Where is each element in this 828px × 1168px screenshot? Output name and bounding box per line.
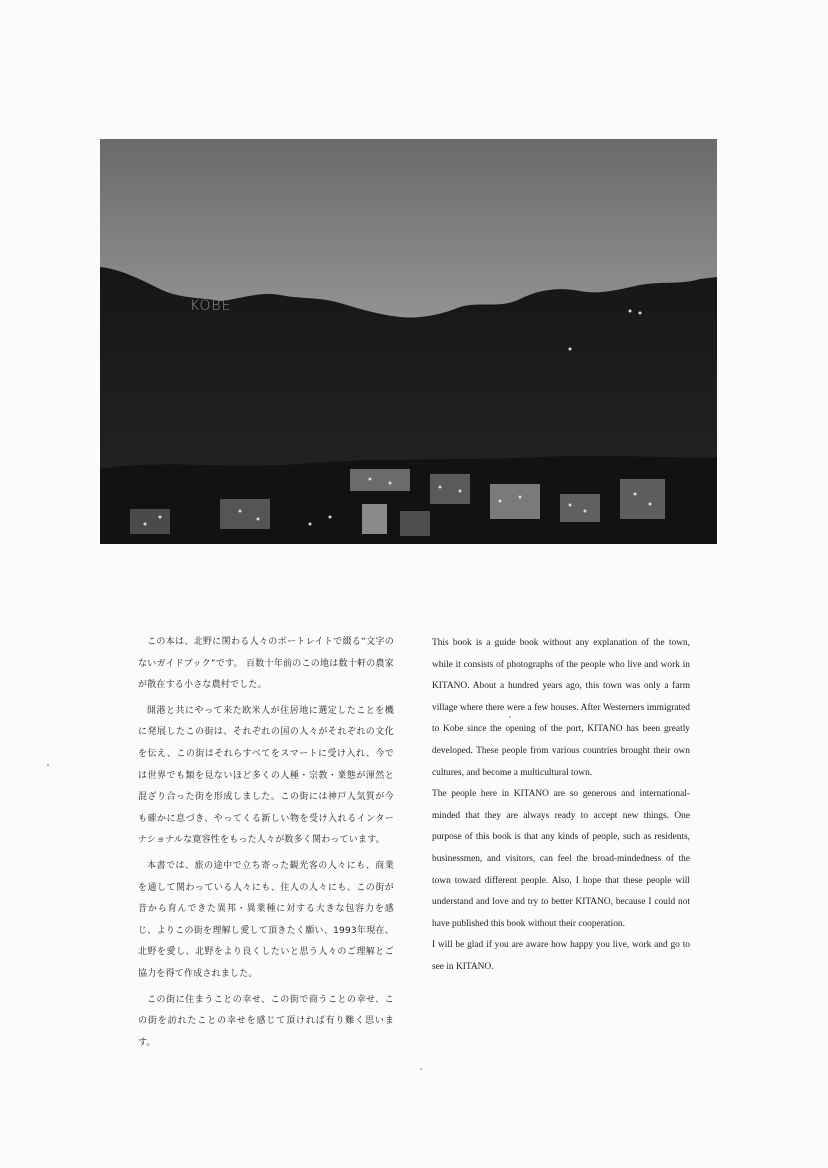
english-paragraph: The people here in KITANO are so generous and international-minded that they are always ready to accept new things. One purpose of this book is that any kinds of people, such as residents, businessmen, and visitors, can feel the broad-mindedness of the town toward different people. Also, I hope that these people will understand and love and try to better KITANO, because I could not have published this book without their cooperation. [432, 789, 690, 929]
english-paragraph: This book is a guide book without any explanation of the town, while it consists of photographs of the people who live and work in KITANO. About a hundred years ago, this town was only a farm village where there were a few houses. After Westerners immigrated to Kobe since the opening of the port, KITANO has been greatly developed. These people from various countries brought their own cultures, and become a multicultural town. [432, 638, 690, 778]
japanese-paragraph: この街に住まうことの幸せ、この街で商うことの幸せ、この街を訪れたことの幸せを感じて頂ければ有り難く思います。 [138, 994, 394, 1048]
japanese-paragraph: 本書では、旅の途中で立ち寄った観光客の人々にも、商業を通して関わっている人々にも、住人の人々にも、この街が昔から育んできた異邦・異業種に対する大きな包容力を感じ、よりこの街を理解し愛して頂きたく願い、1993年現在、北野を愛し、北野をより良くしたいと思う人々のご理解とご協力を得て作成されました。 [138, 860, 394, 979]
photo-overlay-text: KOBE [190, 298, 232, 314]
photo-scene [100, 139, 717, 544]
english-text-column [432, 633, 690, 979]
paper-speck [509, 716, 511, 718]
japanese-paragraph: この本は、北野に関わる人々のポートレイトで綴る“文字のないガイドブック”です。 百数十年前のこの地は数十軒の農家が散在する小さな農村でした。 [138, 637, 394, 691]
paper-speck [47, 764, 49, 766]
english-paragraph: I will be glad if you are aware how happy you live, work and go to see in KITANO. [432, 940, 690, 972]
paper-speck [420, 1068, 422, 1070]
kobe-night-photo [100, 139, 717, 544]
japanese-text-column [138, 632, 394, 1058]
japanese-paragraph: 開港と共にやって来た欧米人が住居地に選定したことを機に発展したこの街は、それぞれの国の人々がそれぞれの文化を伝え、この街はそれらすべてをスマートに受け入れ、今では世界でも類を見ないほど多くの人種・宗教・業態が渾然と混ざり合った街を形成しました。この街には神戸人気質が今も確かに息づき、やってくる新しい物を受け入れるインターナショナルな寛容性をもった人々が数多く関わっています。 [138, 705, 394, 846]
